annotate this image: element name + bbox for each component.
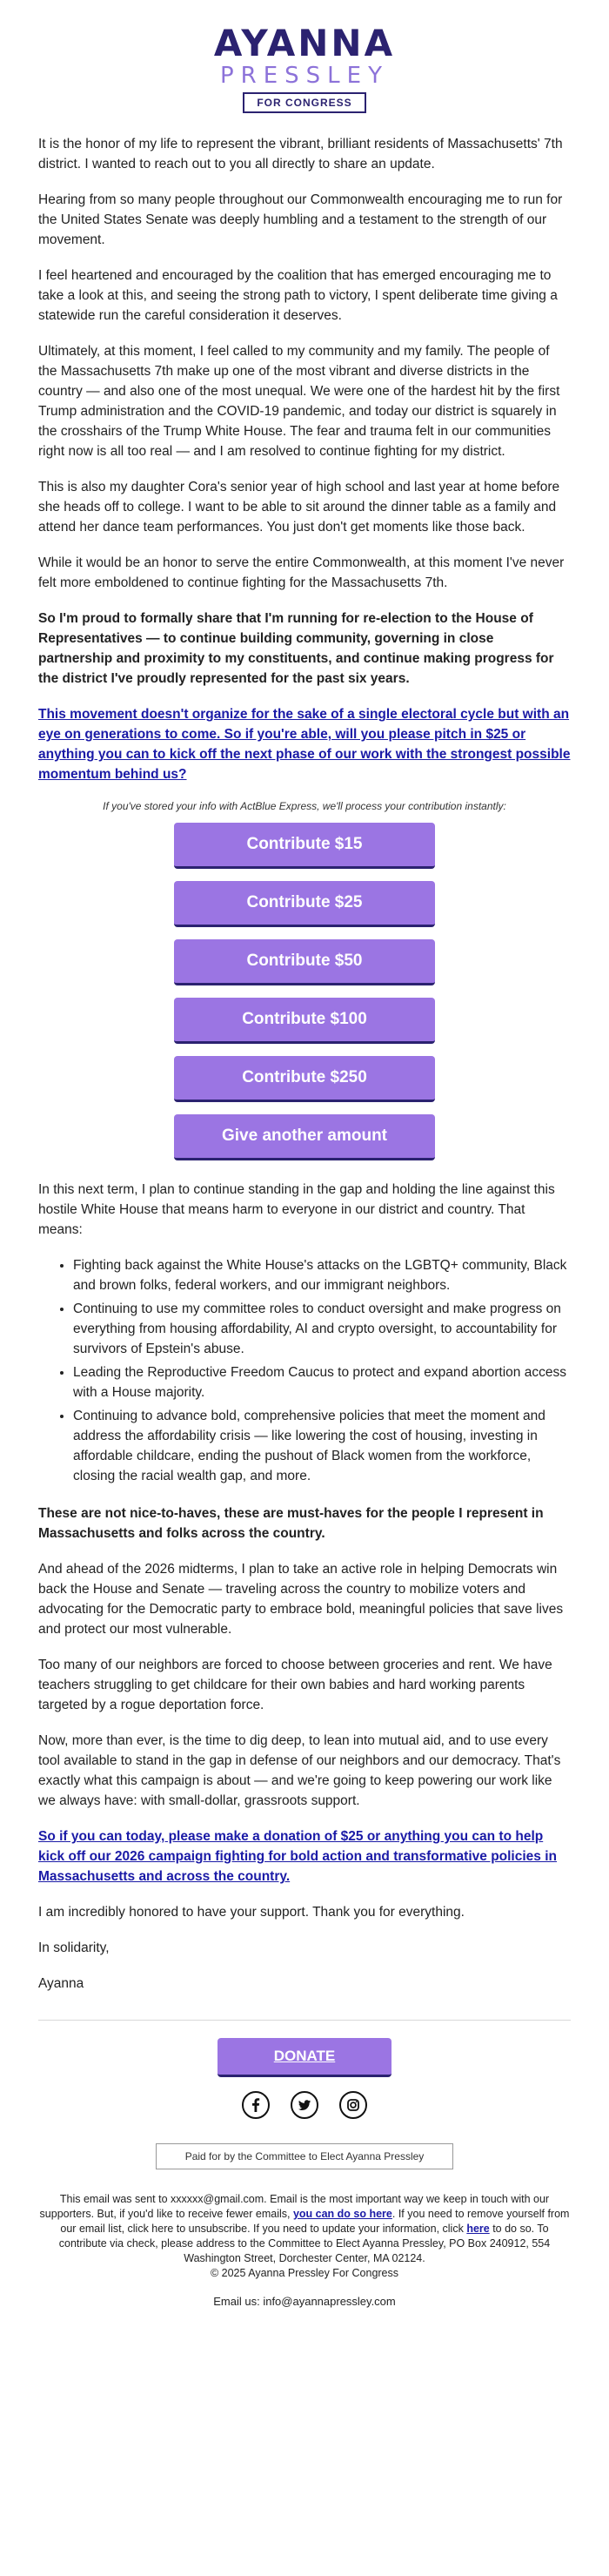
facebook-icon[interactable] bbox=[242, 2091, 270, 2119]
update-info-link[interactable]: here bbox=[466, 2223, 490, 2235]
paragraph-coalition: I feel heartened and encouraged by the coalition that has emerged encouraging me to take a look at this, and seeing the strong path to victory, I spent deliberate time giving a statewide run the careful consideration it deserves. bbox=[38, 268, 558, 323]
donate-button[interactable]: DONATE bbox=[218, 2038, 392, 2077]
campaign-logo bbox=[38, 24, 571, 113]
contribute-25-button[interactable]: Contribute $25 bbox=[174, 881, 435, 927]
paragraph-community: Ultimately, at this moment, I feel called to my community and my family. The people of the Massachusetts 7th make up one of the most vibrant and diverse districts in the country — and also one of the most unequal. We were one of the hardest hit by the first Trump administration and the COVID-19 pandemic, and today our district is squarely in the crosshairs of the Trump White House. The fear and trauma felt in our communities right now is all too real — and I am resolved to continue fighting for my district. bbox=[38, 344, 560, 459]
paragraph-neighbors: Too many of our neighbors are forced to choose between groceries and rent. We have teachers struggling to get childcare for their own babies and hard working parents targeted by a rogue deportation force. bbox=[38, 1658, 552, 1712]
list-item: • Continuing to use my committee roles to conduct oversight and make progress on everything from housing affordability, AI and crypto oversight, to accountability for survivors of Epstein's abuse. bbox=[73, 1299, 571, 1359]
contribute-15-button[interactable]: Contribute $15 bbox=[174, 823, 435, 869]
logo-last-name: PRESSLEY bbox=[220, 63, 389, 89]
paragraph-thanks: I am incredibly honored to have your support. Thank you for everything. bbox=[38, 1905, 465, 1920]
paid-for-disclaimer: Paid for by the Committee to Elect Ayanna Pressley bbox=[156, 2143, 453, 2169]
paragraph-intro: It is the honor of my life to represent the vibrant, brilliant residents of Massachusetts' 7th district. I wanted to reach out to you all directly to share an update. bbox=[38, 137, 563, 172]
social-links bbox=[38, 2091, 571, 2119]
logo-tagline: FOR CONGRESS bbox=[243, 92, 365, 113]
priorities-list bbox=[38, 1255, 571, 1486]
paragraph-must-haves: These are not nice-to-haves, these are must-haves for the people I represent in Massachusetts and folks across the country. bbox=[38, 1506, 544, 1541]
footer-text-1: This email was sent to xxxxxx@gmail.com. Email is the most important way we keep in touch with our supporters. But, if you'd like to receive fewer emails, bbox=[39, 2193, 550, 2220]
instagram-icon[interactable] bbox=[339, 2091, 367, 2119]
paragraph-reelection: So I'm proud to formally share that I'm running for re-election to the House of Representatives — to continue building community, governing in close partnership and proximity to my constituents, and continue making progress for the district I've proudly represented for the past six years. bbox=[38, 611, 554, 686]
paragraph-family: This is also my daughter Cora's senior year of high school and last year at home before she heads off to college. I want to be able to sit around the dinner table as a family and attend her dance team performances. You just don't get moments like those back. bbox=[38, 480, 560, 535]
list-item: • Continuing to advance bold, comprehensive policies that meet the moment and address the affordability crisis — like lowering the cost of housing, investing in affordable childcare, ending the pushout of Black women from the workforce, closing the racial wealth gap, and more. bbox=[73, 1406, 571, 1486]
footer-text bbox=[38, 2192, 571, 2281]
footer-text-2: . If you need to remove yourself from our email list, click here to unsubscribe. If you need to update your information, click bbox=[60, 2208, 570, 2235]
logo-first-name: AYANNA bbox=[213, 22, 396, 64]
copyright: © 2025 Ayanna Pressley For Congress bbox=[210, 2267, 399, 2279]
paragraph-dig-deep: Now, more than ever, is the time to dig deep, to lean into mutual aid, and to use every tool available to stand in the gap in defense of our neighbors and our democracy. That's exactly what this campaign is about — and we're going to keep powering our work like we always have: with small-dollar, grassroots support. bbox=[38, 1733, 561, 1808]
contribution-buttons bbox=[174, 823, 435, 1160]
twitter-icon[interactable] bbox=[291, 2091, 318, 2119]
contribute-100-button[interactable]: Contribute $100 bbox=[174, 998, 435, 1044]
email-container bbox=[38, 0, 571, 2308]
list-item: • Fighting back against the White House's attacks on the LGBTQ+ community, Black and brown folks, federal workers, and our immigrant neighbors. bbox=[73, 1255, 571, 1295]
signoff: In solidarity, bbox=[38, 1940, 110, 1955]
signature: Ayanna bbox=[38, 1976, 84, 1991]
footer-text-3: to do so. To contribute via check, please address to the Committee to Elect Ayanna Pressley, PO Box 240912, 554 Washington Street, Dorchester Center, MA 02124. bbox=[58, 2223, 551, 2264]
contribute-250-button[interactable]: Contribute $250 bbox=[174, 1056, 435, 1102]
contribute-50-button[interactable]: Contribute $50 bbox=[174, 939, 435, 985]
actblue-note: If you've stored your info with ActBlue Express, we'll process your contribution instantly: bbox=[103, 800, 506, 812]
paragraph-midterms: And ahead of the 2026 midterms, I plan to take an active role in helping Democrats win back the House and Senate — traveling across the country to mobilize voters and advocating for the Democratic party to embrace bold, meaningful policies that save lives and protect our most vulnerable. bbox=[38, 1562, 564, 1637]
paragraph-commonwealth: While it would be an honor to serve the entire Commonwealth, at this moment I've never felt more emboldened to continue fighting for the Massachusetts 7th. bbox=[38, 555, 565, 590]
donate-link-primary[interactable]: This movement doesn't organize for the sake of a single electoral cycle but with an eye on generations to come. So if you're able, will you please pitch in $25 or anything you can to kick off the next phase of our work with the strongest possible momentum behind us? bbox=[38, 707, 571, 782]
fewer-emails-link[interactable]: you can do so here bbox=[292, 2208, 392, 2220]
donate-link-secondary[interactable]: So if you can today, please make a donation of $25 or anything you can to help kick off our 2026 campaign fighting for bold action and transformative policies in Massachusetts and across the country. bbox=[38, 1829, 557, 1884]
contact-email: Email us: info@ayannapressley.com bbox=[213, 2295, 396, 2308]
divider bbox=[38, 2020, 571, 2021]
give-another-amount-button[interactable]: Give another amount bbox=[174, 1114, 435, 1160]
list-item: • Leading the Reproductive Freedom Caucus to protect and expand abortion access with a House majority. bbox=[73, 1362, 571, 1402]
paragraph-senate: Hearing from so many people throughout our Commonwealth encouraging me to run for the United States Senate was deeply humbling and a testament to the strength of our movement. bbox=[38, 192, 563, 247]
paragraph-next-term: In this next term, I plan to continue standing in the gap and holding the line against this hostile White House that means harm to everyone in our district and country. That means: bbox=[38, 1182, 555, 1237]
